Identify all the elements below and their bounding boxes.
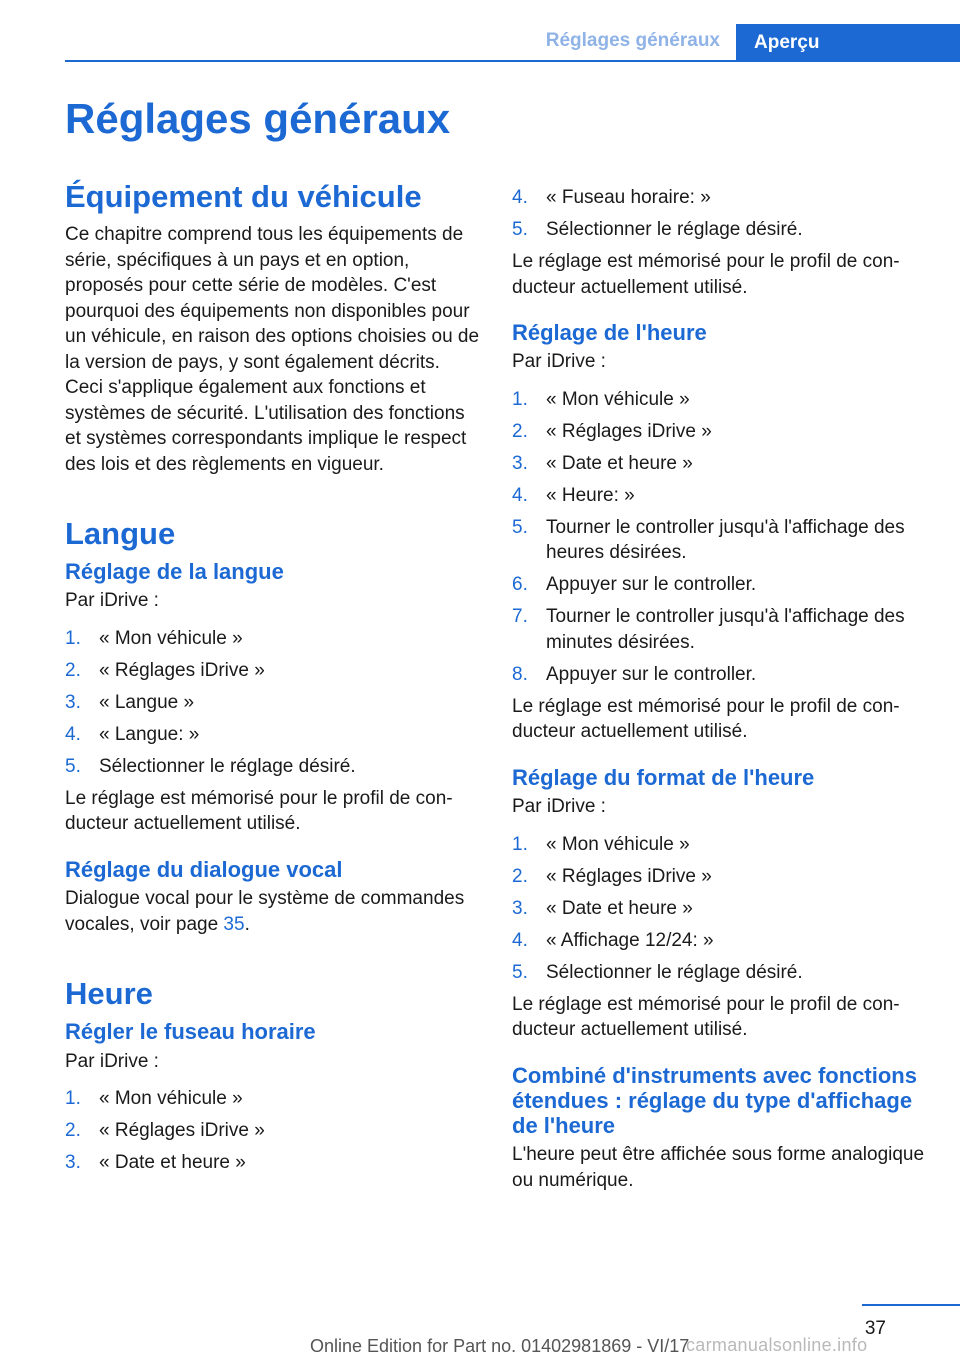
list-item [512, 217, 928, 243]
list-item-text: « Réglages iDrive » [546, 420, 712, 442]
list-item-text: « Date et heure » [546, 452, 693, 474]
list-item-number: 8. [512, 663, 528, 685]
list-item-number: 1. [512, 388, 528, 410]
list-item-number: 3. [512, 452, 528, 474]
list-item-number: 4. [512, 187, 528, 208]
memo-paragraph: Le réglage est mémorisé pour le profil de conducteur actuellement utilisé. [512, 993, 900, 1041]
running-header-tab: Aperçu [736, 24, 960, 62]
list-item-text: « Affichage 12/24: » [546, 929, 714, 951]
list-item-text: « Réglages iDrive » [99, 1120, 265, 1142]
list-item-text: « Langue: » [99, 723, 200, 745]
idrive-label: Par iDrive : [65, 1050, 159, 1072]
list-item [512, 864, 928, 890]
equipment-paragraph: Ce chapitre comprend tous les équipements de série, spécifiques à un pays et en option, proposés pour cette série de modèles. C'est pourquoi des équipements non disponibles pour un véhicule, en raison des options choisies ou de la version de pays, y sont également décrits. Ceci s'applique également aux fonctions et systèmes de sécurité. L'utilisation des fonctions et systèmes correspondants implique le respect des lois et des règlements en vigueur. [65, 224, 480, 475]
list-item [512, 604, 928, 655]
list-item [512, 483, 928, 509]
list-item-text: « Mon véhicule » [99, 627, 243, 649]
list-item-number: 5. [512, 961, 528, 983]
list-item-number: 5. [65, 755, 81, 777]
left-column [65, 180, 483, 1182]
list-item-number: 2. [65, 659, 81, 681]
idrive-label: Par iDrive : [512, 796, 606, 818]
voice-dialogue-period: . [244, 913, 250, 935]
list-item-number: 7. [512, 606, 528, 628]
memo-paragraph: Le réglage est mémorisé pour le profil de conducteur actuellement utilisé. [65, 787, 453, 835]
list-item [512, 960, 928, 986]
list-item-text: « Mon véhicule » [99, 1088, 243, 1110]
right-column [512, 185, 928, 1205]
timezone-steps [65, 1086, 483, 1176]
list-item-number: 5. [512, 516, 528, 538]
time-setting-heading: Réglage de l'heure [512, 320, 707, 345]
list-item-text: « Date et heure » [99, 1152, 246, 1174]
list-item [512, 387, 928, 413]
list-item-number: 4. [512, 484, 528, 506]
list-item [512, 419, 928, 445]
voice-dialogue-heading: Réglage du dialogue vocal [65, 856, 343, 882]
list-item [512, 451, 928, 477]
list-item-text: « Date et heure » [546, 897, 693, 919]
list-item [512, 928, 928, 954]
list-item-number: 1. [512, 833, 528, 855]
running-header-section: Réglages généraux [545, 30, 720, 51]
list-item-number: 3. [65, 691, 81, 713]
list-item-text: « Mon véhicule » [546, 388, 690, 410]
time-format-steps [512, 832, 928, 986]
list-item-text: Sélectionner le réglage désiré. [546, 961, 803, 983]
language-heading: Langue [65, 516, 176, 552]
time-heading: Heure [65, 976, 153, 1012]
language-steps [65, 626, 483, 780]
idrive-label: Par iDrive : [512, 351, 606, 373]
instrument-cluster-paragraph: L'heure peut être affichée sous forme analogique ou numérique. [512, 1144, 925, 1191]
list-item [65, 690, 483, 716]
list-item-text: « Heure: » [546, 484, 635, 506]
list-item [512, 515, 928, 566]
list-item [512, 662, 928, 688]
list-item-number: 5. [512, 219, 528, 240]
list-item [65, 754, 483, 780]
time-format-heading: Réglage du format de l'heure [512, 764, 815, 790]
list-item [512, 185, 928, 211]
list-item-number: 3. [65, 1152, 81, 1174]
list-item-text: « Mon véhicule » [546, 833, 690, 855]
list-item-text: Appuyer sur le controller. [546, 574, 757, 596]
idrive-label: Par iDrive : [65, 590, 159, 612]
list-item [512, 896, 928, 922]
list-item-text: « Langue » [99, 691, 195, 713]
memo-paragraph: Le réglage est mémorisé pour le profil de conducteur actuellement utilisé. [512, 695, 900, 743]
list-item [512, 832, 928, 858]
list-item-number: 4. [512, 929, 528, 951]
memo-paragraph: Le réglage est mémorisé pour le profil de conducteur actuellement utilisé. [512, 251, 900, 298]
list-item-number: 4. [65, 723, 81, 745]
page-title: Réglages généraux [65, 95, 451, 142]
list-item [512, 572, 928, 598]
list-item [65, 722, 483, 748]
list-item-text: « Fuseau horaire: » [546, 187, 711, 208]
list-item-text: « Réglages iDrive » [99, 659, 265, 681]
list-item-number: 2. [512, 865, 528, 887]
list-item [65, 1150, 483, 1176]
list-item-number: 2. [512, 420, 528, 442]
list-item-number: 2. [65, 1120, 81, 1142]
footer-rule [862, 1304, 960, 1306]
list-item-number: 6. [512, 574, 528, 596]
header-rule [65, 60, 960, 62]
list-item-text: Appuyer sur le controller. [546, 663, 757, 685]
timezone-heading: Régler le fuseau horaire [65, 1019, 316, 1045]
list-item [65, 626, 483, 652]
list-item-number: 3. [512, 897, 528, 919]
list-item-text: Sélectionner le réglage désiré. [99, 755, 356, 777]
equipment-heading: Équipement du véhicule [65, 179, 422, 214]
list-item-text: Tourner le controller jusqu'à l'affichage des heures désirées. [546, 516, 905, 564]
list-item [65, 1086, 483, 1112]
time-steps [512, 387, 928, 688]
voice-dialogue-text: Dialogue vocal pour le système de commandes vocales, voir page [65, 888, 465, 935]
list-item-text: « Réglages iDrive » [546, 865, 712, 887]
list-item-text: Sélectionner le réglage désiré. [546, 219, 803, 240]
language-setting-heading: Réglage de la langue [65, 559, 284, 585]
timezone-steps-continued [512, 185, 928, 243]
list-item [65, 658, 483, 684]
list-item-number: 1. [65, 1088, 81, 1110]
list-item-number: 1. [65, 627, 81, 649]
voice-dialogue-paragraph [65, 886, 483, 937]
instrument-cluster-heading: Combiné d'instruments avec fonctions étendues : réglage du type d'affichage de l'heure [512, 1062, 917, 1139]
list-item-text: Tourner le controller jusqu'à l'affichage des minutes désirées. [546, 606, 905, 653]
list-item [65, 1118, 483, 1144]
edition-footer: Online Edition for Part no. 01402981869 - VI/17 [310, 1336, 690, 1356]
watermark: carmanualsonline.info [686, 1335, 868, 1355]
page-35-link[interactable]: 35 [223, 913, 245, 935]
page-number: 37 [864, 1318, 886, 1339]
